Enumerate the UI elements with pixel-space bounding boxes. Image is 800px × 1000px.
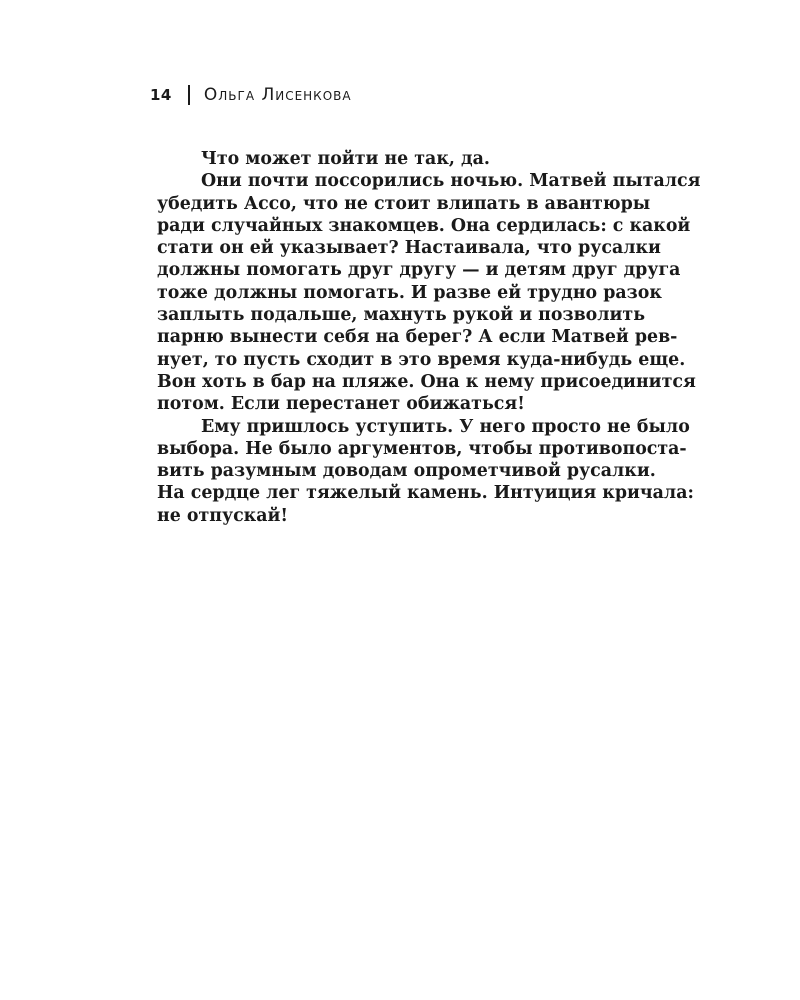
book-text xyxy=(157,148,701,527)
text-line: вить разумным доводам опрометчивой русалки. xyxy=(157,461,656,482)
author-name: Ольга Лисенкова xyxy=(203,85,352,105)
text-line: должны помогать друг другу — и детям друг друга xyxy=(157,260,681,281)
text-line: выбора. Не было аргументов, чтобы противопоста- xyxy=(157,438,687,459)
text-line: стати он ей указывает? Настаивала, что русалки xyxy=(157,238,661,259)
text-line: Ему пришлось уступить. У него просто не было xyxy=(201,416,690,437)
running-head xyxy=(150,84,352,106)
text-line: убедить Ассо, что не стоит влипать в авантюры xyxy=(157,193,651,214)
text-line: парню вынести себя на берег? А если Матвей рев- xyxy=(157,327,678,348)
text-line: ради случайных знакомцев. Она сердилась: с какой xyxy=(157,215,691,236)
header-divider xyxy=(188,85,190,105)
text-line: нует, то пусть сходит в это время куда-нибудь еще. xyxy=(157,349,686,370)
text-line: Вон хоть в бар на пляже. Она к нему присоединится xyxy=(157,371,696,392)
text-line: Они почти поссорились ночью. Матвей пытался xyxy=(201,171,701,192)
text-line: Что может пойти не так, да. xyxy=(201,149,490,169)
text-line: не отпускай! xyxy=(157,505,289,526)
text-line: заплыть подальше, махнуть рукой и позволить xyxy=(157,305,645,326)
text-line: На сердце лег тяжелый камень. Интуиция кричала: xyxy=(157,483,694,504)
text-line: потом. Если перестанет обижаться! xyxy=(157,394,525,415)
page-number: 14 xyxy=(150,86,172,104)
text-line: тоже должны помогать. И разве ей трудно разок xyxy=(157,282,662,303)
